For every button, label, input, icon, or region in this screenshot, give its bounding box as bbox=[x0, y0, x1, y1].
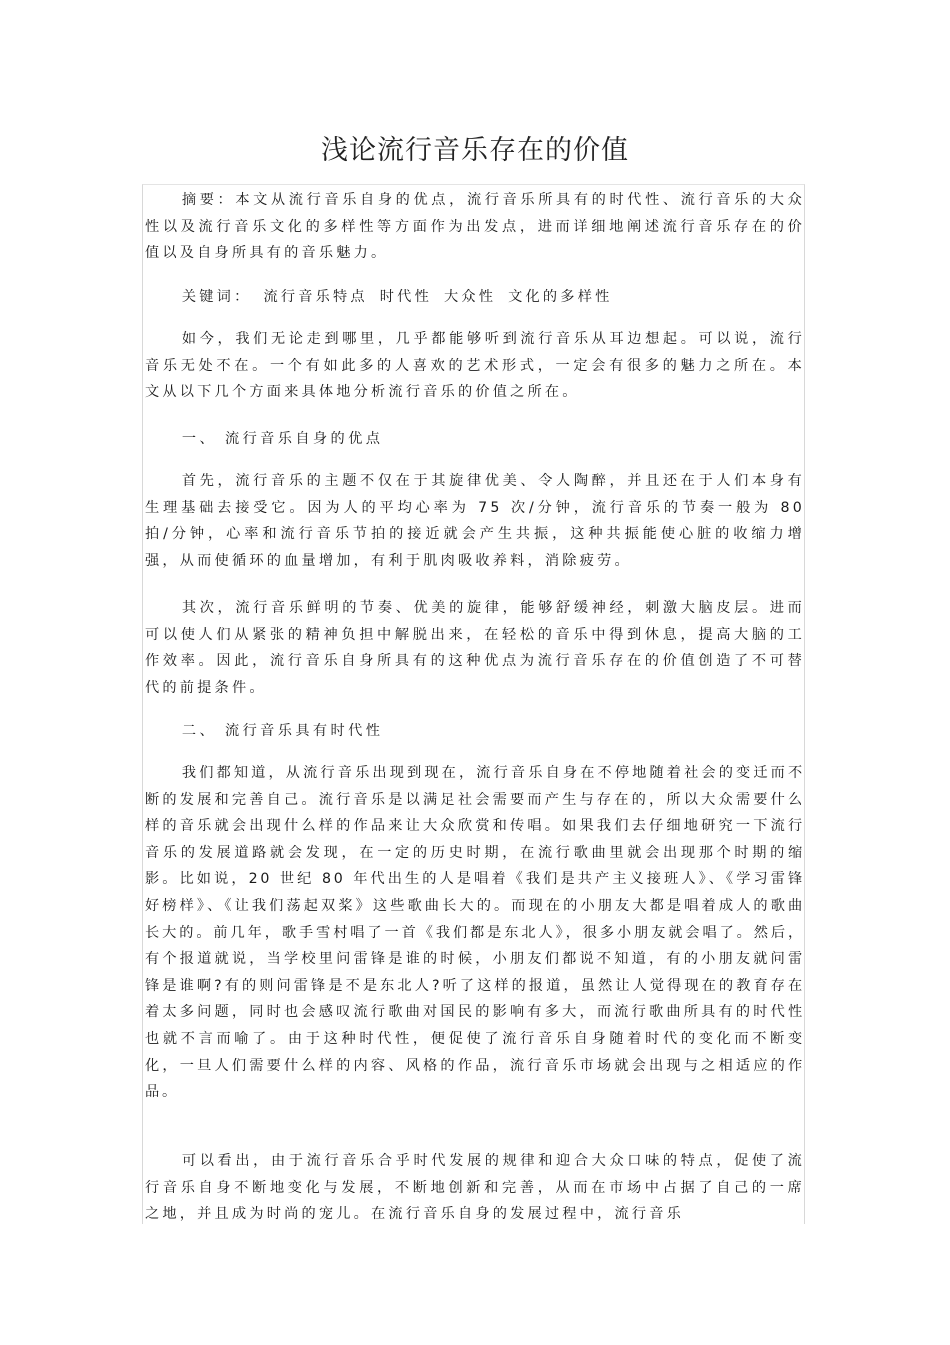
section-heading: 一、 流行音乐自身的优点 bbox=[181, 431, 384, 447]
abstract-paragraph: 摘要：本文从流行音乐自身的优点，流行音乐所具有的时代性、流行音乐的大众性以及流行音乐文化的多样性等方面作为出发点，进而详细地阐述流行音乐存在的价值以及自身所具有的音乐魅力。 bbox=[145, 192, 805, 262]
document-body bbox=[142, 184, 805, 1224]
keyword-item: 流行音乐特点 bbox=[263, 289, 368, 305]
document-title: 浅论流行音乐存在的价值 bbox=[321, 135, 629, 166]
keyword-item: 大众性 bbox=[443, 289, 497, 305]
body-paragraph: 首先，流行音乐的主题不仅在于其旋律优美、令人陶醉，并且还在于人们本身有生理基础去接受它。因为人的平均心率为 75 次/分钟，流行音乐的节奏一般为 80 拍/分钟，心率和流行音乐节拍的接近就会产生共振，这种共振能使心脏的收缩力增强，从而使循环的血量增加，有利于肌肉吸收养料，消除疲劳。 bbox=[145, 473, 805, 569]
keywords-line bbox=[145, 286, 612, 306]
body-paragraph: 其次，流行音乐鲜明的节奏、优美的旋律，能够舒缓神经，刺激大脑皮层。进而可以使人们从紧张的精神负担中解脱出来，在轻松的音乐中得到休息，提高大脑的工作效率。因此，流行音乐自身所具有的这种优点为流行音乐存在的价值创造了不可替代的前提条件。 bbox=[145, 600, 805, 696]
body-paragraph: 可以看出，由于流行音乐合乎时代发展的规律和迎合大众口味的特点，促使了流行音乐自身不断地变化与发展，不断地创新和完善，从而在市场中占据了自己的一席之地，并且成为时尚的宠儿。在流行音乐自身的发展过程中，流行音乐 bbox=[145, 1153, 805, 1223]
section-heading: 二、 流行音乐具有时代性 bbox=[181, 723, 384, 739]
intro-paragraph: 如今，我们无论走到哪里，几乎都能够听到流行音乐从耳边想起。可以说，流行音乐无处不在。一个有如此多的人喜欢的艺术形式，一定会有很多的魅力之所在。本文从以下几个方面来具体地分析流行音乐的价值之所在。 bbox=[145, 331, 805, 401]
keyword-item: 文化的多样性 bbox=[508, 289, 613, 305]
keywords-label: 关键词： bbox=[181, 289, 252, 305]
body-paragraph: 我们都知道，从流行音乐出现到现在，流行音乐自身在不停地随着社会的变迁而不断的发展和完善自己。流行音乐是以满足社会需要而产生与存在的，所以大众需要什么样的音乐就会出现什么样的作品来让大众欣赏和传唱。如果我们去仔细地研究一下流行音乐的发展道路就会发现，在一定的历史时期，在流行歌曲里就会出现那个时期的缩影。比如说，20 世纪 80 年代出生的人是唱着《我们是共产主义接班人》、《学习雷锋好榜样》、《让我们荡起双桨》这些歌曲长大的。而现在的小朋友大都是唱着成人的歌曲长大的。前几年，歌手雪村唱了一首《我们都是东北人》，很多小朋友就会唱了。然后，有个报道就说，当学校里问雷锋是谁的时候，小朋友们都说不知道，有的小朋友就问雷锋是谁啊?有的则问雷锋是不是东北人?听了这样的报道，虽然让人觉得现在的教育存在着太多问题，同时也会感叹流行歌曲对国民的影响有多大，而流行歌曲所具有的时代性也就不言而喻了。由于这种时代性，便促使了流行音乐自身随着时代的变化而不断变化，一旦人们需要什么样的内容、风格的作品，流行音乐市场就会出现与之相适应的作品。 bbox=[145, 765, 805, 1101]
keyword-item: 时代性 bbox=[379, 289, 432, 305]
